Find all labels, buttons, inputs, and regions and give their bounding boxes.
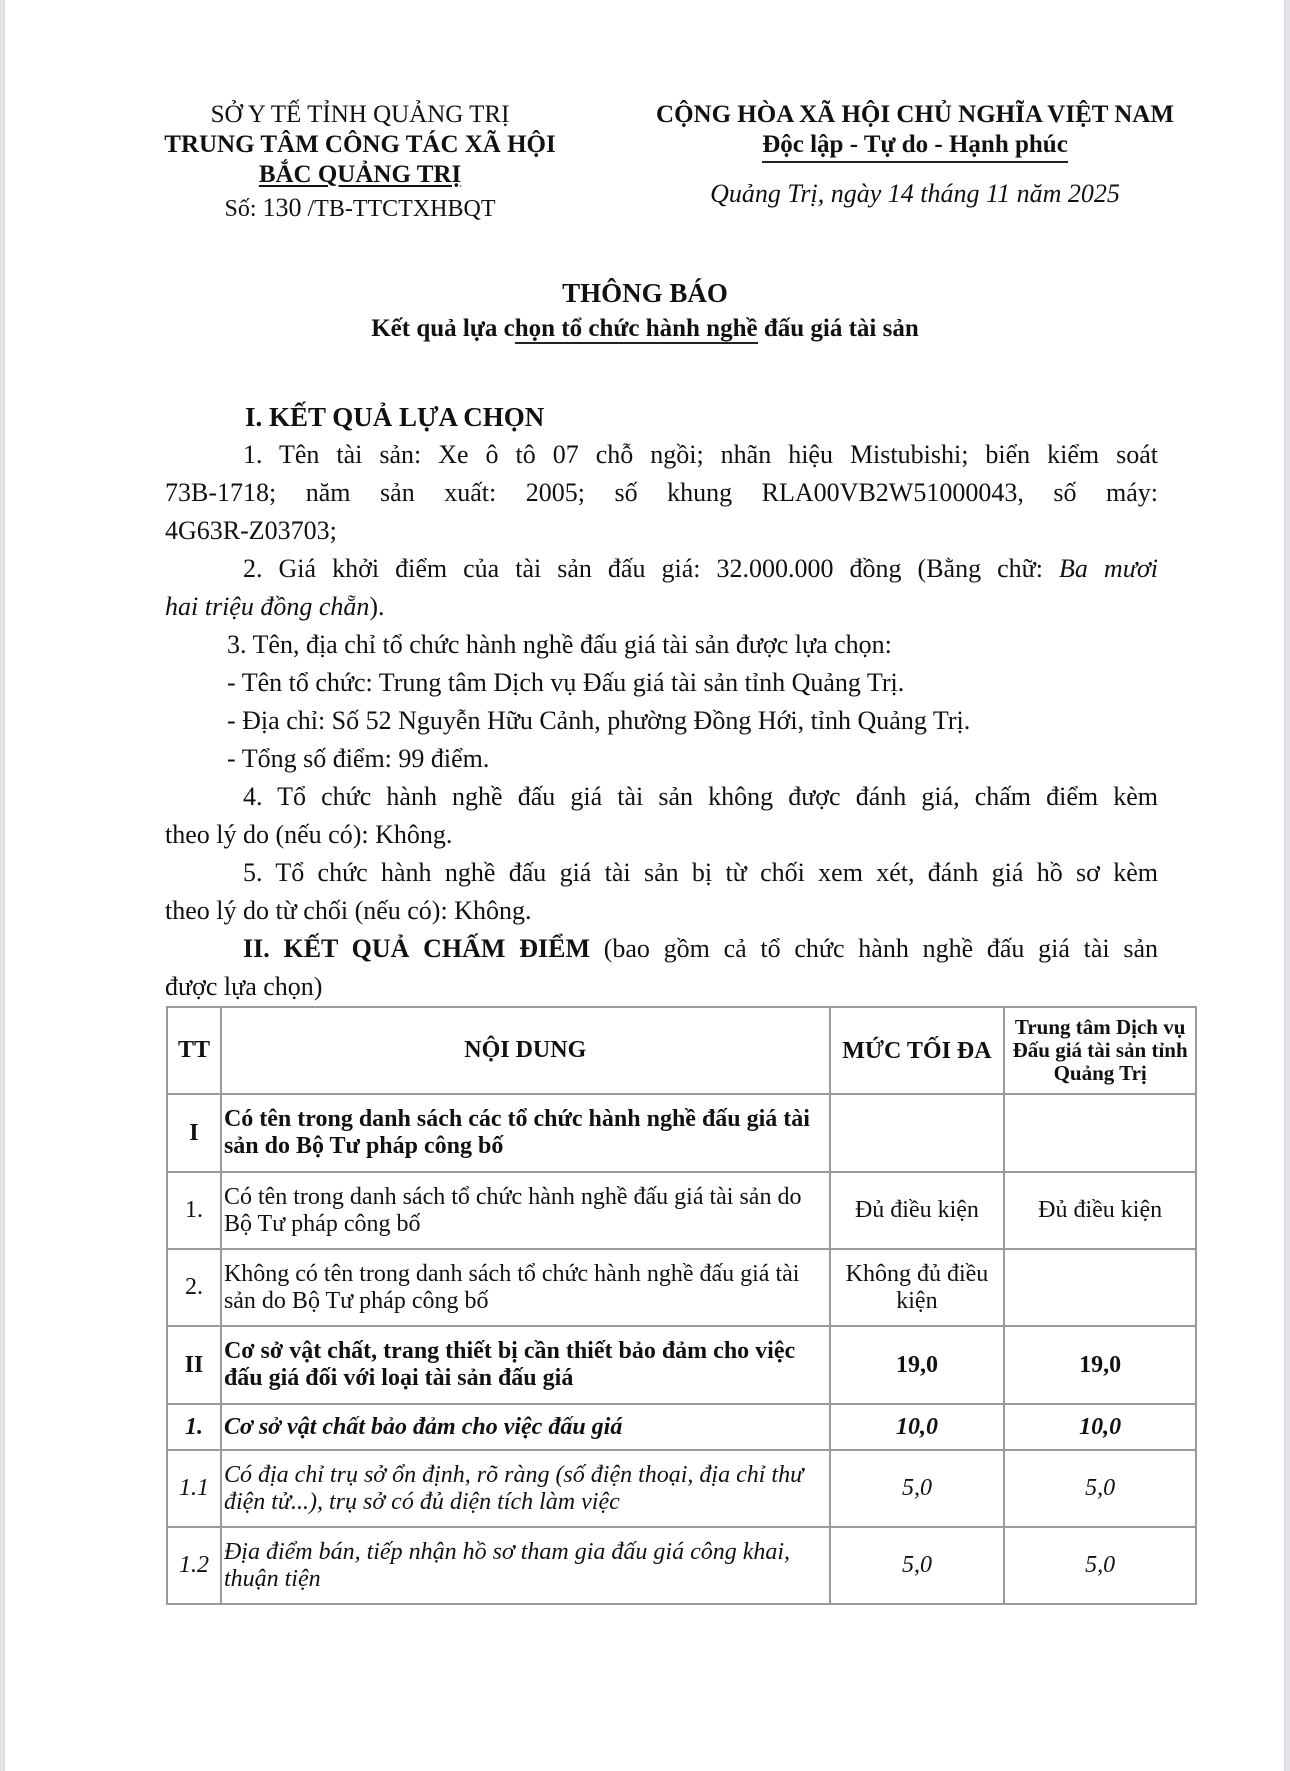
cell-content: Có tên trong danh sách tổ chức hành nghề đấu giá tài sản do Bộ Tư pháp công bố: [221, 1172, 830, 1249]
section-2-heading: II. KẾT QUẢ CHẤM ĐIỂM: [243, 934, 590, 963]
cell-content: Có tên trong danh sách các tổ chức hành nghề đấu giá tài sản do Bộ Tư pháp công bố: [221, 1094, 830, 1172]
title-block: [0, 276, 1290, 346]
date-line: Quảng Trị, ngày 14 tháng 11 năm 2025: [710, 179, 1120, 208]
cell-tt: 1.1: [167, 1450, 221, 1527]
cell-max-score: Đủ điều kiện: [830, 1172, 1005, 1249]
header-org: Trung tâm Dịch vụ Đấu giá tài sản tỉnh Quảng Trị: [1004, 1007, 1196, 1094]
cell-content: Cơ sở vật chất, trang thiết bị cần thiết bảo đảm cho việc đấu giá đối với loại tài sản đấu giá: [221, 1326, 830, 1404]
table-row: [167, 1249, 1196, 1326]
cell-tt: 2.: [167, 1249, 221, 1326]
item-5-line-1: 5. Tổ chức hành nghề đấu giá tài sản bị từ chối xem xét, đánh giá hồ sơ kèm: [243, 858, 1158, 887]
item-1-line-3: 4G63R-Z03703;: [165, 516, 337, 545]
item-3: 3. Tên, địa chỉ tổ chức hành nghề đấu giá tài sản được lựa chọn:: [227, 630, 892, 659]
document-title: THÔNG BÁO: [562, 278, 728, 308]
header-max: MỨC TỐI ĐA: [830, 1007, 1005, 1094]
cell-content: Không có tên trong danh sách tổ chức hành nghề đấu giá tài sản do Bộ Tư pháp công bố: [221, 1249, 830, 1326]
national-motto: Độc lập - Tự do - Hạnh phúc: [762, 130, 1068, 163]
cell-org-score: 5,0: [1004, 1527, 1196, 1604]
section-2-heading-line: [165, 930, 1158, 968]
item-3-total-score: - Tổng số điểm: 99 điểm.: [227, 744, 490, 773]
header-tt: TT: [167, 1007, 221, 1094]
item-2-prefix: 2. Giá khởi điểm của tài sản đấu giá: 32.000.000 đồng (Bằng chữ:: [243, 554, 1060, 583]
section-2-note-1: (bao gồm cả tổ chức hành nghề đấu giá tài sản: [589, 934, 1158, 963]
table-row: [167, 1527, 1196, 1604]
cell-max-score: 10,0: [830, 1404, 1005, 1450]
cell-org-score: 19,0: [1004, 1326, 1196, 1404]
item-2-line-2: [165, 588, 1158, 626]
cell-tt: 1.2: [167, 1527, 221, 1604]
cell-tt: II: [167, 1326, 221, 1404]
cell-org-score: 5,0: [1004, 1450, 1196, 1527]
table-row: [167, 1094, 1196, 1172]
subtitle-part-1: Kết quả lựa c: [371, 315, 515, 342]
organization-name: TRUNG TÂM CÔNG TÁC XÃ HỘI: [164, 131, 556, 158]
table-body: [167, 1094, 1196, 1604]
document-number: [140, 193, 580, 224]
cell-org-score: Đủ điều kiện: [1004, 1172, 1196, 1249]
organization-sub-name: BẮC QUẢNG TRỊ: [258, 161, 462, 188]
agency-name: SỞ Y TẾ TỈNH QUẢNG TRỊ: [210, 101, 510, 128]
page-edge-left: [0, 0, 5, 1771]
cell-max-score: 19,0: [830, 1326, 1005, 1404]
nation-title: CỘNG HÒA XÃ HỘI CHỦ NGHĨA VIỆT NAM: [656, 101, 1174, 128]
cell-content: Có địa chỉ trụ sở ổn định, rõ ràng (số điện thoại, địa chỉ thư điện tử...), trụ sở có đủ diện tích làm việc: [221, 1450, 830, 1527]
item-3-org-name: - Tên tổ chức: Trung tâm Dịch vụ Đấu giá tài sản tỉnh Quảng Trị.: [227, 668, 905, 697]
table-row: [167, 1450, 1196, 1527]
item-3-address: - Địa chỉ: Số 52 Nguyễn Hữu Cảnh, phường Đồng Hới, tỉnh Quảng Trị.: [227, 706, 971, 735]
doc-no-suffix: /TB-TTCTXHBQT: [307, 196, 496, 222]
item-4-line-1: 4. Tổ chức hành nghề đấu giá tài sản không được đánh giá, chấm điểm kèm: [243, 782, 1158, 811]
score-table: [166, 1006, 1197, 1605]
section-2-note-2: được lựa chọn): [165, 972, 323, 1001]
item-4-line-2: theo lý do (nếu có): Không.: [165, 820, 453, 849]
header-content: NỘI DUNG: [221, 1007, 830, 1094]
item-1-line-1: 1. Tên tài sản: Xe ô tô 07 chỗ ngồi; nhãn hiệu Mistubishi; biển kiểm soát: [243, 440, 1158, 469]
item-2-amount-words-1: Ba mươi: [1059, 554, 1158, 583]
page-edge-right: [1284, 0, 1290, 1771]
table-row: [167, 1326, 1196, 1404]
item-2-suffix: ).: [369, 592, 385, 621]
subtitle-underlined: họn tổ chức hành nghề: [514, 315, 758, 342]
item-1-line-2: 73B-1718; năm sản xuất: 2005; số khung RLA00VB2W51000043, số máy:: [165, 478, 1158, 507]
cell-tt: 1.: [167, 1172, 221, 1249]
header-left: [140, 100, 580, 224]
table-header-row: [167, 1007, 1196, 1094]
cell-org-score: 10,0: [1004, 1404, 1196, 1450]
cell-max-score: [830, 1094, 1005, 1172]
cell-tt: I: [167, 1094, 221, 1172]
header-right: [615, 100, 1215, 209]
item-5-line-2: theo lý do từ chối (nếu có): Không.: [165, 896, 532, 925]
table-row: [167, 1404, 1196, 1450]
document-subtitle: [0, 312, 1290, 346]
cell-max-score: 5,0: [830, 1450, 1005, 1527]
cell-org-score: [1004, 1094, 1196, 1172]
cell-max-score: 5,0: [830, 1527, 1005, 1604]
document-body: [165, 398, 1158, 1006]
section-1-heading: I. KẾT QUẢ LỰA CHỌN: [245, 402, 545, 432]
subtitle-part-2: đấu giá tài sản: [757, 315, 919, 342]
table-row: [167, 1172, 1196, 1249]
cell-tt: 1.: [167, 1404, 221, 1450]
cell-max-score: Không đủ điều kiện: [830, 1249, 1005, 1326]
cell-content: Cơ sở vật chất bảo đảm cho việc đấu giá: [221, 1404, 830, 1450]
cell-org-score: [1004, 1249, 1196, 1326]
item-2-line-1: [165, 550, 1158, 588]
cell-content: Địa điểm bán, tiếp nhận hồ sơ tham gia đấu giá công khai, thuận tiện: [221, 1527, 830, 1604]
doc-no-value: 130: [262, 193, 302, 222]
doc-no-label: Số:: [224, 196, 257, 222]
item-2-amount-words-2: hai triệu đồng chẵn: [165, 592, 370, 621]
